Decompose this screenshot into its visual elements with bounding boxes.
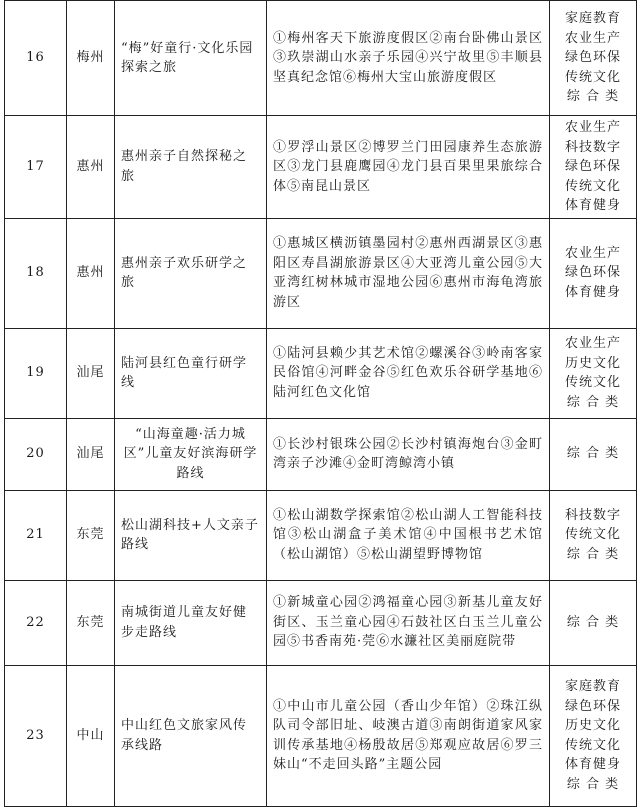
row-route-name: 中山红色文旅家风传承线路	[115, 665, 267, 806]
category-label: 科技数字	[564, 139, 621, 155]
row-number: 17	[5, 116, 67, 219]
row-route-name: “梅”好童行·文化乐园探索之旅	[115, 1, 267, 116]
row-route-name: 松山湖科技+人文亲子路线	[115, 490, 267, 580]
row-sites: ①陆河县赖少其艺术馆②螺溪谷③岭南客家民俗馆④河畔金谷⑤红色欢乐谷研学基地⑥陆河红色文化馆	[267, 328, 550, 418]
table-row	[5, 580, 637, 665]
row-categories	[550, 218, 637, 328]
table-row	[5, 490, 637, 580]
row-number: 23	[5, 665, 67, 806]
category-label: 综 合 类	[566, 446, 620, 462]
row-city: 惠州	[67, 116, 115, 219]
category-label: 综 合 类	[566, 546, 620, 562]
table-row	[5, 1, 637, 116]
row-categories	[550, 116, 637, 219]
row-categories	[550, 490, 637, 580]
category-label: 体育健身	[564, 757, 621, 772]
category-label: 农业生产	[564, 120, 621, 135]
row-sites: ①梅州客天下旅游度假区②南台卧佛山景区③玖崇湖山水亲子乐园④兴宁故里⑤丰顺县坚真纪念馆⑥梅州大宝山旅游度假区	[267, 1, 550, 116]
category-label: 绿色环保	[564, 265, 621, 281]
row-number: 20	[5, 418, 67, 490]
row-city: 汕尾	[67, 328, 115, 418]
row-categories	[550, 328, 637, 418]
row-sites: ①惠城区横沥镇墨园村②惠州西湖景区③惠阳区寿昌湖旅游景区④大亚湾儿童公园⑤大亚湾红树林城市湿地公园⑥惠州市海龟湾旅游区	[267, 218, 550, 328]
row-city: 东莞	[67, 490, 115, 580]
row-number: 22	[5, 580, 67, 665]
category-label: 绿色环保	[564, 698, 621, 714]
category-label: 传统文化	[564, 737, 621, 753]
routes-table-body	[5, 1, 637, 807]
row-categories	[550, 418, 637, 490]
row-number: 16	[5, 1, 67, 116]
category-label: 综 合 类	[566, 776, 620, 792]
category-label: 传统文化	[564, 69, 621, 85]
category-label: 传统文化	[564, 178, 621, 194]
category-label: 体育健身	[564, 284, 621, 300]
category-label: 农业生产	[564, 30, 621, 46]
category-label: 综 合 类	[566, 89, 620, 105]
row-categories	[550, 580, 637, 665]
category-label: 综 合 类	[566, 614, 620, 630]
category-label: 农业生产	[564, 245, 621, 261]
category-label: 科技数字	[564, 507, 621, 523]
row-city: 惠州	[67, 218, 115, 328]
row-number: 19	[5, 328, 67, 418]
category-label: 体育健身	[564, 198, 621, 213]
category-label: 传统文化	[564, 527, 621, 543]
row-categories	[550, 1, 637, 116]
row-categories	[550, 665, 637, 806]
row-number: 18	[5, 218, 67, 328]
category-label: 综 合 类	[566, 394, 620, 410]
row-city: 中山	[67, 665, 115, 806]
row-number: 21	[5, 490, 67, 580]
row-city: 汕尾	[67, 418, 115, 490]
row-sites: ①松山湖数学探索馆②松山湖人工智能科技馆③松山湖盒子美术馆④中国根书艺术馆（松山湖馆）⑤松山湖望野博物馆	[267, 490, 550, 580]
category-label: 历史文化	[564, 718, 621, 733]
row-sites: ①罗浮山景区②博罗兰门田园康养生态旅游区③龙门县鹿鹰园④龙门县百果里果旅综合体⑤南昆山景区	[267, 116, 550, 219]
row-sites: ①中山市儿童公园（香山少年馆）②珠江纵队司令部旧址、岐澳古道③南朗街道家风家训传承基地④杨殷故居⑤郑观应故居⑥罗三妹山“不走回头路”主题公园	[267, 665, 550, 806]
row-sites: ①长沙村银珠公园②长沙村镇海炮台③金町湾亲子沙滩④金町湾鲸湾小镇	[267, 418, 550, 490]
category-label: 家庭教育	[564, 11, 621, 27]
table-row	[5, 665, 637, 806]
table-row	[5, 116, 637, 219]
row-sites: ①新城童心园②鸿福童心园③新基儿童友好街区、玉兰童心园④石鼓社区白玉兰儿童公园⑤书香南苑·莞⑥水濂社区美丽庭院带	[267, 580, 550, 665]
routes-table	[4, 0, 637, 807]
row-city: 东莞	[67, 580, 115, 665]
row-route-name: 陆河县红色童行研学线	[115, 328, 267, 418]
table-row	[5, 418, 637, 490]
category-label: 农业生产	[564, 336, 621, 351]
row-route-name: 惠州亲子欢乐研学之旅	[115, 218, 267, 328]
category-label: 传统文化	[564, 375, 621, 390]
table-row	[5, 218, 637, 328]
row-route-name: “山海童趣·活力城区”儿童友好滨海研学路线	[115, 418, 267, 490]
category-label: 绿色环保	[564, 159, 621, 174]
row-route-name: 南城街道儿童友好健步走路线	[115, 580, 267, 665]
category-label: 家庭教育	[564, 679, 621, 694]
row-city: 梅州	[67, 1, 115, 116]
row-route-name: 惠州亲子自然探秘之旅	[115, 116, 267, 219]
table-row	[5, 328, 637, 418]
category-label: 历史文化	[564, 355, 621, 371]
category-label: 绿色环保	[564, 50, 621, 66]
